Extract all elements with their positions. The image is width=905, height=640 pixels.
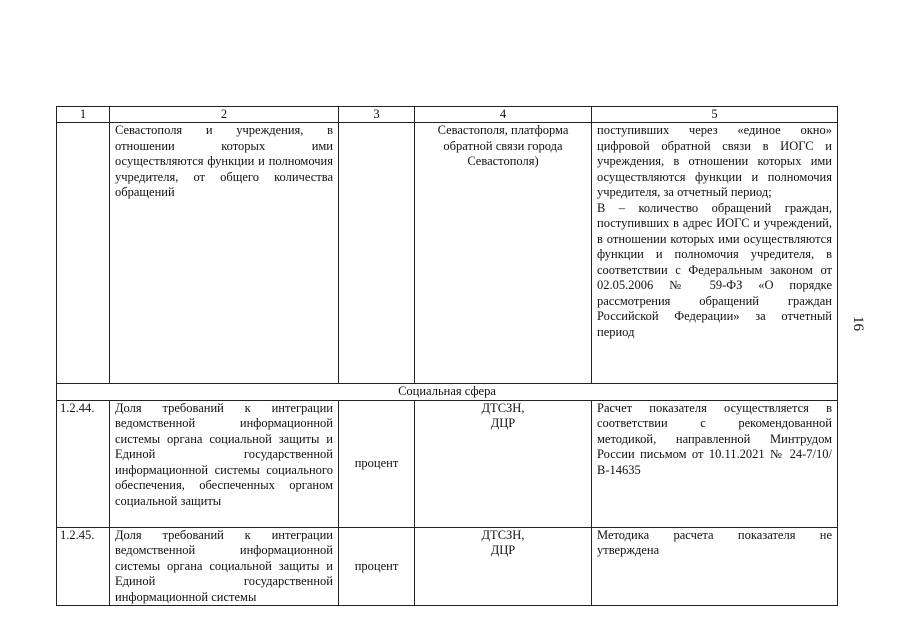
row-method: Методика расчета показателя не утверждена <box>592 527 838 606</box>
header-col-2: 2 <box>110 107 339 123</box>
header-col-1: 1 <box>57 107 110 123</box>
section-row <box>57 384 838 401</box>
page-number: 16 <box>850 316 866 331</box>
row-num: 1.2.45. <box>57 527 110 606</box>
row-method: Расчет показателя осуществляется в соответствии с рекомендованной методикой, направленной Минтрудом России письмом от 10.11.2021 № 24-7/10/В-14635 <box>592 400 838 527</box>
header-row <box>57 107 838 123</box>
row-name: Доля требований к интеграции ведомственной информационной системы органа социальной защиты и Единой государственной информационной системы социального обеспечения, обеспеченных органом социальной защиты <box>110 400 339 527</box>
continuation-name-cell: Севастополя и учреждения, в отношении которых ими осуществляются функции и полномочия учредителя, от общего количества обращений <box>110 123 339 384</box>
header-col-4: 4 <box>415 107 592 123</box>
row-unit: процент <box>339 527 415 606</box>
header-col-3: 3 <box>339 107 415 123</box>
continuation-unit-cell <box>339 123 415 384</box>
table-row <box>57 527 838 606</box>
header-col-5: 5 <box>592 107 838 123</box>
section-title: Социальная сфера <box>57 384 838 401</box>
indicators-table <box>56 106 838 606</box>
continuation-row <box>57 123 838 384</box>
row-num: 1.2.44. <box>57 400 110 527</box>
continuation-source-cell: Севастополя, платформа обратной связи города Севастополя) <box>415 123 592 384</box>
row-source: ДТСЗН, ДЦР <box>415 527 592 606</box>
row-name: Доля требований к интеграции ведомственной информационной системы органа социальной защиты и Единой государственной информационной системы <box>110 527 339 606</box>
row-unit: процент <box>339 400 415 527</box>
continuation-num-cell <box>57 123 110 384</box>
table-row <box>57 400 838 527</box>
row-source: ДТСЗН, ДЦР <box>415 400 592 527</box>
continuation-method-cell: поступивших через «единое окно» цифровой обратной связи в ИОГС и учреждения, в отношении которых ими осуществляются функции и полномочия учредителя, за отчетный период; В – количество обращений граждан, поступивших в адрес ИОГС и учреждений, в отношении которых ими осуществляются функции и полномочия учредителя, в соответствии с Федеральным законом от 02.05.2006 № 59-ФЗ «О порядке рассмотрения обращений граждан Российской Федерации» за отчетный период <box>592 123 838 384</box>
